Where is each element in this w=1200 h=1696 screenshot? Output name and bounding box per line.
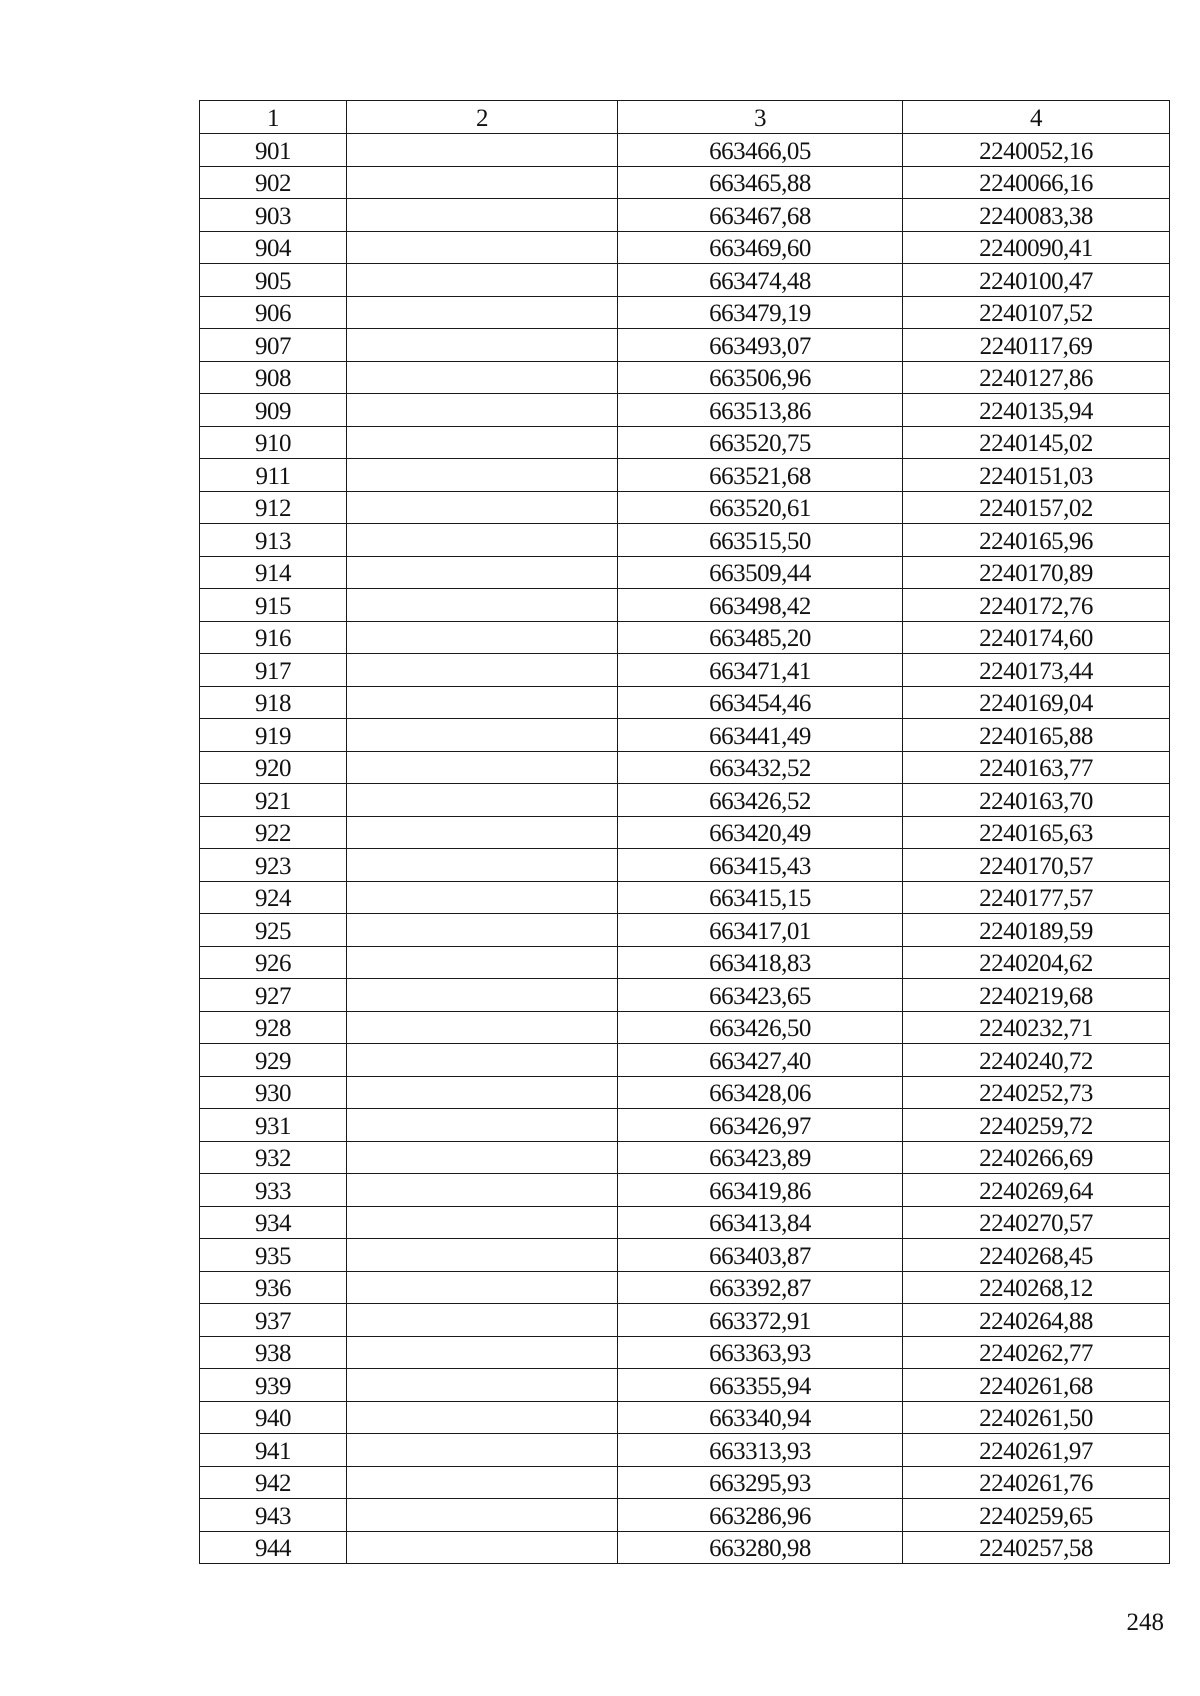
table-body [200,134,1170,1564]
table-row [200,329,1170,362]
y-coordinate-cell: 2240270,57 [903,1206,1170,1239]
y-coordinate-cell: 2240107,52 [903,296,1170,329]
x-coordinate-cell: 663423,65 [618,979,903,1012]
description-cell [347,1271,618,1304]
description-cell [347,1011,618,1044]
table-row [200,426,1170,459]
y-coordinate-cell: 2240189,59 [903,914,1170,947]
x-coordinate-cell: 663509,44 [618,556,903,589]
y-coordinate-cell: 2240151,03 [903,459,1170,492]
description-cell [347,1174,618,1207]
description-cell [347,849,618,882]
table-row [200,166,1170,199]
x-coordinate-cell: 663521,68 [618,459,903,492]
point-number-cell: 916 [200,621,347,654]
y-coordinate-cell: 2240170,57 [903,849,1170,882]
point-number-cell: 928 [200,1011,347,1044]
table-row [200,751,1170,784]
description-cell [347,784,618,817]
description-cell [347,946,618,979]
point-number-cell: 937 [200,1304,347,1337]
x-coordinate-cell: 663415,15 [618,881,903,914]
y-coordinate-cell: 2240268,12 [903,1271,1170,1304]
point-number-cell: 943 [200,1499,347,1532]
column-header-1: 1 [200,101,347,134]
y-coordinate-cell: 2240261,76 [903,1466,1170,1499]
table-row [200,394,1170,427]
description-cell [347,1401,618,1434]
point-number-cell: 920 [200,751,347,784]
table-row [200,296,1170,329]
x-coordinate-cell: 663427,40 [618,1044,903,1077]
point-number-cell: 907 [200,329,347,362]
table-row [200,1044,1170,1077]
description-cell [347,166,618,199]
x-coordinate-cell: 663363,93 [618,1336,903,1369]
x-coordinate-cell: 663465,88 [618,166,903,199]
table-row [200,784,1170,817]
x-coordinate-cell: 663403,87 [618,1239,903,1272]
description-cell [347,264,618,297]
y-coordinate-cell: 2240173,44 [903,654,1170,687]
point-number-cell: 921 [200,784,347,817]
point-number-cell: 901 [200,134,347,167]
x-coordinate-cell: 663432,52 [618,751,903,784]
table-row [200,1011,1170,1044]
table-row [200,1531,1170,1564]
y-coordinate-cell: 2240052,16 [903,134,1170,167]
y-coordinate-cell: 2240083,38 [903,199,1170,232]
table-row [200,589,1170,622]
point-number-cell: 908 [200,361,347,394]
y-coordinate-cell: 2240117,69 [903,329,1170,362]
description-cell [347,231,618,264]
description-cell [347,1466,618,1499]
y-coordinate-cell: 2240240,72 [903,1044,1170,1077]
y-coordinate-cell: 2240172,76 [903,589,1170,622]
table-row [200,459,1170,492]
x-coordinate-cell: 663280,98 [618,1531,903,1564]
table-row [200,849,1170,882]
table-row [200,1174,1170,1207]
x-coordinate-cell: 663426,50 [618,1011,903,1044]
table-row [200,979,1170,1012]
x-coordinate-cell: 663355,94 [618,1369,903,1402]
description-cell [347,914,618,947]
description-cell [347,361,618,394]
description-cell [347,1336,618,1369]
description-cell [347,621,618,654]
point-number-cell: 933 [200,1174,347,1207]
point-number-cell: 932 [200,1141,347,1174]
description-cell [347,1434,618,1467]
point-number-cell: 927 [200,979,347,1012]
description-cell [347,426,618,459]
y-coordinate-cell: 2240135,94 [903,394,1170,427]
table-row [200,816,1170,849]
point-number-cell: 940 [200,1401,347,1434]
x-coordinate-cell: 663474,48 [618,264,903,297]
description-cell [347,751,618,784]
description-cell [347,816,618,849]
description-cell [347,459,618,492]
x-coordinate-cell: 663520,61 [618,491,903,524]
page-number: 248 [1126,1609,1164,1636]
x-coordinate-cell: 663498,42 [618,589,903,622]
description-cell [347,1239,618,1272]
y-coordinate-cell: 2240163,70 [903,784,1170,817]
point-number-cell: 923 [200,849,347,882]
table-header-row [200,101,1170,134]
description-cell [347,491,618,524]
description-cell [347,524,618,557]
description-cell [347,296,618,329]
point-number-cell: 912 [200,491,347,524]
y-coordinate-cell: 2240100,47 [903,264,1170,297]
description-cell [347,1304,618,1337]
table-row [200,1499,1170,1532]
column-header-2: 2 [347,101,618,134]
table-row [200,1466,1170,1499]
table-row [200,134,1170,167]
x-coordinate-cell: 663295,93 [618,1466,903,1499]
table-row [200,524,1170,557]
x-coordinate-cell: 663479,19 [618,296,903,329]
x-coordinate-cell: 663428,06 [618,1076,903,1109]
x-coordinate-cell: 663286,96 [618,1499,903,1532]
y-coordinate-cell: 2240165,63 [903,816,1170,849]
y-coordinate-cell: 2240259,72 [903,1109,1170,1142]
table-row [200,946,1170,979]
x-coordinate-cell: 663515,50 [618,524,903,557]
description-cell [347,719,618,752]
column-header-4: 4 [903,101,1170,134]
point-number-cell: 903 [200,199,347,232]
x-coordinate-cell: 663466,05 [618,134,903,167]
point-number-cell: 919 [200,719,347,752]
y-coordinate-cell: 2240219,68 [903,979,1170,1012]
y-coordinate-cell: 2240259,65 [903,1499,1170,1532]
x-coordinate-cell: 663413,84 [618,1206,903,1239]
y-coordinate-cell: 2240268,45 [903,1239,1170,1272]
x-coordinate-cell: 663426,52 [618,784,903,817]
table-row [200,1336,1170,1369]
y-coordinate-cell: 2240266,69 [903,1141,1170,1174]
y-coordinate-cell: 2240252,73 [903,1076,1170,1109]
x-coordinate-cell: 663423,89 [618,1141,903,1174]
description-cell [347,1044,618,1077]
description-cell [347,1206,618,1239]
description-cell [347,1499,618,1532]
description-cell [347,686,618,719]
table-row [200,881,1170,914]
x-coordinate-cell: 663467,68 [618,199,903,232]
point-number-cell: 929 [200,1044,347,1077]
x-coordinate-cell: 663441,49 [618,719,903,752]
y-coordinate-cell: 2240261,68 [903,1369,1170,1402]
table-row [200,1434,1170,1467]
table-row [200,1401,1170,1434]
table-row [200,686,1170,719]
table-row [200,1076,1170,1109]
y-coordinate-cell: 2240257,58 [903,1531,1170,1564]
y-coordinate-cell: 2240204,62 [903,946,1170,979]
description-cell [347,1109,618,1142]
point-number-cell: 934 [200,1206,347,1239]
y-coordinate-cell: 2240261,50 [903,1401,1170,1434]
x-coordinate-cell: 663417,01 [618,914,903,947]
table-row [200,719,1170,752]
point-number-cell: 944 [200,1531,347,1564]
table-row [200,491,1170,524]
point-number-cell: 914 [200,556,347,589]
x-coordinate-cell: 663340,94 [618,1401,903,1434]
y-coordinate-cell: 2240157,02 [903,491,1170,524]
y-coordinate-cell: 2240170,89 [903,556,1170,589]
point-number-cell: 909 [200,394,347,427]
description-cell [347,134,618,167]
x-coordinate-cell: 663419,86 [618,1174,903,1207]
point-number-cell: 924 [200,881,347,914]
point-number-cell: 935 [200,1239,347,1272]
description-cell [347,199,618,232]
point-number-cell: 931 [200,1109,347,1142]
y-coordinate-cell: 2240090,41 [903,231,1170,264]
table-row [200,914,1170,947]
table-row [200,264,1170,297]
x-coordinate-cell: 663520,75 [618,426,903,459]
x-coordinate-cell: 663392,87 [618,1271,903,1304]
description-cell [347,556,618,589]
point-number-cell: 906 [200,296,347,329]
table-row [200,199,1170,232]
table-row [200,231,1170,264]
point-number-cell: 922 [200,816,347,849]
table-row [200,621,1170,654]
y-coordinate-cell: 2240165,96 [903,524,1170,557]
point-number-cell: 936 [200,1271,347,1304]
table-row [200,556,1170,589]
table-row [200,1206,1170,1239]
description-cell [347,1369,618,1402]
point-number-cell: 902 [200,166,347,199]
description-cell [347,1076,618,1109]
coordinates-table [199,100,1170,1564]
x-coordinate-cell: 663513,86 [618,394,903,427]
y-coordinate-cell: 2240261,97 [903,1434,1170,1467]
y-coordinate-cell: 2240174,60 [903,621,1170,654]
description-cell [347,1141,618,1174]
y-coordinate-cell: 2240232,71 [903,1011,1170,1044]
y-coordinate-cell: 2240269,64 [903,1174,1170,1207]
x-coordinate-cell: 663420,49 [618,816,903,849]
point-number-cell: 917 [200,654,347,687]
x-coordinate-cell: 663485,20 [618,621,903,654]
y-coordinate-cell: 2240127,86 [903,361,1170,394]
description-cell [347,654,618,687]
point-number-cell: 918 [200,686,347,719]
x-coordinate-cell: 663469,60 [618,231,903,264]
description-cell [347,394,618,427]
point-number-cell: 904 [200,231,347,264]
x-coordinate-cell: 663372,91 [618,1304,903,1337]
table-row [200,1239,1170,1272]
description-cell [347,881,618,914]
y-coordinate-cell: 2240165,88 [903,719,1170,752]
description-cell [347,979,618,1012]
table-row [200,1304,1170,1337]
column-header-3: 3 [618,101,903,134]
point-number-cell: 911 [200,459,347,492]
point-number-cell: 941 [200,1434,347,1467]
point-number-cell: 942 [200,1466,347,1499]
table-row [200,1141,1170,1174]
x-coordinate-cell: 663415,43 [618,849,903,882]
y-coordinate-cell: 2240145,02 [903,426,1170,459]
table-row [200,654,1170,687]
x-coordinate-cell: 663493,07 [618,329,903,362]
y-coordinate-cell: 2240262,77 [903,1336,1170,1369]
point-number-cell: 905 [200,264,347,297]
x-coordinate-cell: 663471,41 [618,654,903,687]
point-number-cell: 926 [200,946,347,979]
x-coordinate-cell: 663454,46 [618,686,903,719]
description-cell [347,589,618,622]
point-number-cell: 910 [200,426,347,459]
description-cell [347,1531,618,1564]
y-coordinate-cell: 2240264,88 [903,1304,1170,1337]
point-number-cell: 915 [200,589,347,622]
x-coordinate-cell: 663426,97 [618,1109,903,1142]
y-coordinate-cell: 2240169,04 [903,686,1170,719]
x-coordinate-cell: 663418,83 [618,946,903,979]
point-number-cell: 925 [200,914,347,947]
table-row [200,361,1170,394]
y-coordinate-cell: 2240177,57 [903,881,1170,914]
point-number-cell: 930 [200,1076,347,1109]
description-cell [347,329,618,362]
y-coordinate-cell: 2240163,77 [903,751,1170,784]
point-number-cell: 938 [200,1336,347,1369]
y-coordinate-cell: 2240066,16 [903,166,1170,199]
table-row [200,1109,1170,1142]
table-row [200,1271,1170,1304]
point-number-cell: 939 [200,1369,347,1402]
table-row [200,1369,1170,1402]
x-coordinate-cell: 663506,96 [618,361,903,394]
x-coordinate-cell: 663313,93 [618,1434,903,1467]
point-number-cell: 913 [200,524,347,557]
